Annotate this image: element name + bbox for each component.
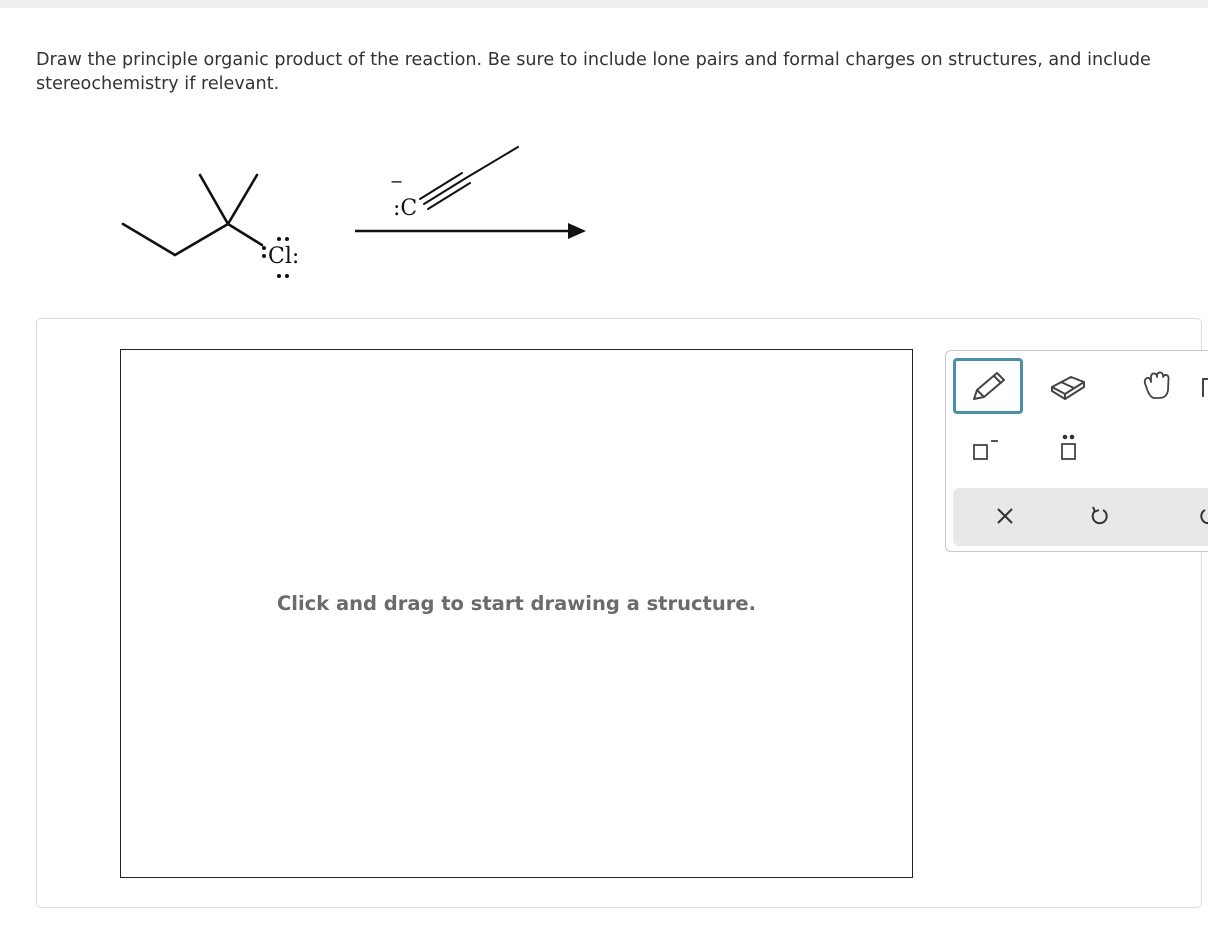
hand-tool[interactable] [1132, 363, 1184, 409]
bracket-tool[interactable] [1198, 373, 1208, 403]
canvas-hint: Click and drag to start drawing a structure. [276, 592, 757, 615]
charge-box-icon [967, 433, 1003, 465]
reactant-chlorine-label: Cl: [268, 244, 300, 269]
eraser-tool[interactable] [1042, 363, 1094, 409]
undo-button[interactable] [1079, 496, 1119, 536]
question-prompt: Draw the principle organic product of the reaction. Be sure to include lone pairs and formal charges on structures, and include stereochemistry if relevant. [36, 50, 1151, 94]
reaction-arrow [355, 223, 586, 239]
hand-icon [1138, 368, 1178, 404]
drawing-canvas[interactable] [120, 349, 913, 878]
clear-icon [995, 506, 1015, 526]
lone-pair-tool[interactable] [1042, 429, 1094, 469]
drawing-toolbar [945, 350, 1208, 552]
redo-icon [1198, 505, 1208, 527]
eraser-icon [1047, 369, 1089, 403]
reaction-scheme [110, 135, 610, 295]
lone-pair-box-icon [1050, 432, 1086, 466]
clear-button[interactable] [985, 496, 1025, 536]
reagent-triple-bond [420, 147, 518, 209]
reagent-charge: − [390, 172, 404, 191]
reactant-structure [123, 175, 262, 255]
charge-tool[interactable] [962, 429, 1008, 469]
pencil-tool[interactable] [953, 358, 1023, 414]
redo-button[interactable] [1189, 496, 1208, 536]
top-strip [0, 0, 1208, 8]
undo-icon [1088, 505, 1110, 527]
action-row [953, 488, 1208, 546]
pencil-icon [966, 368, 1010, 404]
reagent-label: :C [393, 196, 418, 221]
bracket-icon [1199, 375, 1208, 401]
